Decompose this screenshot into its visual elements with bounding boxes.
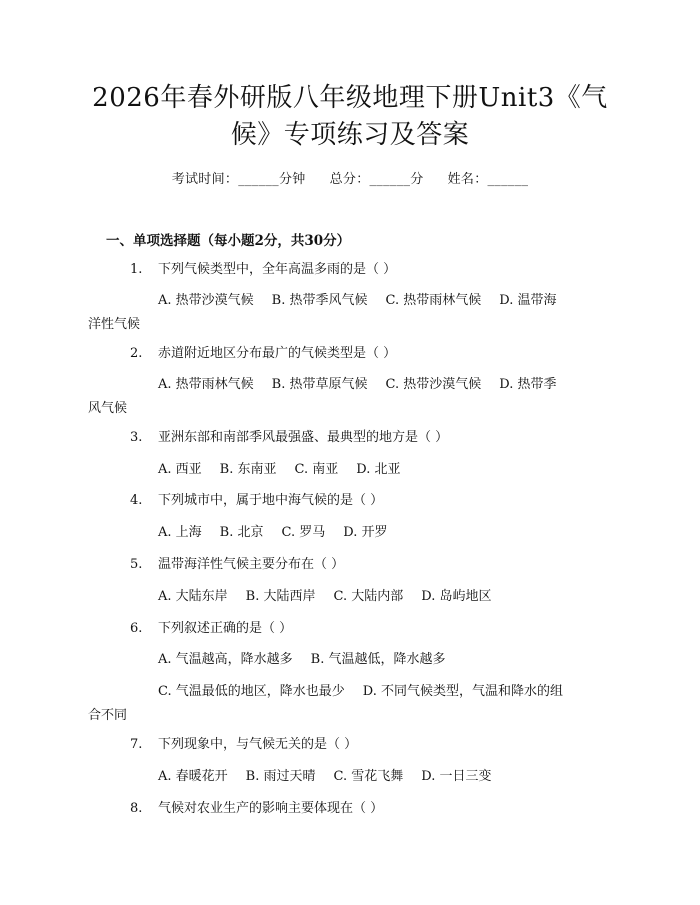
option-b: B. 气温越低，降水越多 [310, 652, 446, 667]
question-number: 2. [130, 346, 143, 361]
option-a: A. 热带雨林气候 [158, 377, 254, 392]
question-stem: 亚洲东部和南部季风最强盛、最典型的地方是（ ） [158, 430, 449, 445]
question-number: 1. [130, 262, 143, 277]
question-7-options [106, 765, 590, 789]
option-b: B. 北京 [219, 525, 264, 540]
student-name-field: 姓名：______ [447, 172, 529, 187]
option-a: A. 西亚 [158, 462, 202, 477]
total-score-field: 总分：______分 [329, 172, 424, 187]
question-stem: 温带海洋性气候主要分布在（ ） [158, 557, 345, 572]
question-6-options [106, 648, 590, 672]
option-c: C. 雪花飞舞 [333, 769, 404, 784]
question-1-options [88, 289, 590, 337]
option-d: D. 开罗 [343, 525, 388, 540]
option-a: A. 春暖花开 [158, 769, 228, 784]
option-b: B. 大陆西岸 [245, 589, 316, 604]
option-b: B. 东南亚 [219, 462, 277, 477]
option-c: C. 罗马 [281, 525, 326, 540]
question-stem: 下列现象中，与气候无关的是（ ） [158, 737, 358, 752]
option-c: C. 气温最低的地区，降水也最少 [158, 684, 345, 699]
question-3-options [106, 458, 590, 482]
question-number: 3. [130, 430, 143, 445]
question-number: 6. [130, 621, 143, 636]
option-d: D. 一日三变 [421, 769, 492, 784]
option-d: D. 不同气候类型，气温和降水的组 [362, 684, 563, 699]
option-c: C. 大陆内部 [333, 589, 404, 604]
option-d: D. 热带季 [499, 377, 557, 392]
question-5-options [106, 585, 590, 609]
option-a: A. 上海 [158, 525, 202, 540]
title-line-1: 2026年春外研版八年级地理下册Unit3《气 [92, 83, 608, 113]
section-heading: 一、单项选择题（每小题2分，共30分） [106, 233, 351, 249]
question-number: 8. [130, 801, 143, 816]
question-stem: 下列叙述正确的是（ ） [158, 621, 293, 636]
option-d: D. 岛屿地区 [421, 589, 492, 604]
option-continuation: 风气候 [88, 401, 128, 416]
question-6-options-2 [88, 680, 590, 728]
question-number: 4. [130, 493, 143, 508]
exam-meta [0, 168, 700, 187]
question-stem: 下列气候类型中，全年高温多雨的是（ ） [158, 262, 397, 277]
option-d: D. 温带海 [499, 293, 557, 308]
exam-time-field: 考试时间：______分钟 [171, 172, 306, 187]
option-a: A. 热带沙漠气候 [158, 293, 254, 308]
option-b: B. 热带季风气候 [271, 293, 368, 308]
question-number: 5. [130, 557, 143, 572]
title-line-2: 候》专项练习及答案 [230, 120, 470, 150]
question-number: 7. [130, 737, 143, 752]
option-d: D. 北亚 [356, 462, 401, 477]
option-a: A. 气温越高，降水越多 [158, 652, 293, 667]
option-c: C. 热带沙漠气候 [385, 377, 482, 392]
question-2-options [88, 373, 590, 421]
option-b: B. 热带草原气候 [271, 377, 368, 392]
option-c: C. 热带雨林气候 [385, 293, 482, 308]
option-a: A. 大陆东岸 [158, 589, 228, 604]
question-stem: 赤道附近地区分布最广的气候类型是（ ） [158, 346, 397, 361]
option-b: B. 雨过天晴 [245, 769, 316, 784]
option-continuation: 洋性气候 [88, 317, 141, 332]
option-c: C. 南亚 [294, 462, 339, 477]
question-4-options [106, 521, 590, 545]
page-title [60, 80, 640, 154]
question-stem: 气候对农业生产的影响主要体现在（ ） [158, 801, 384, 816]
option-continuation: 合不同 [88, 708, 128, 723]
question-stem: 下列城市中，属于地中海气候的是（ ） [158, 493, 384, 508]
